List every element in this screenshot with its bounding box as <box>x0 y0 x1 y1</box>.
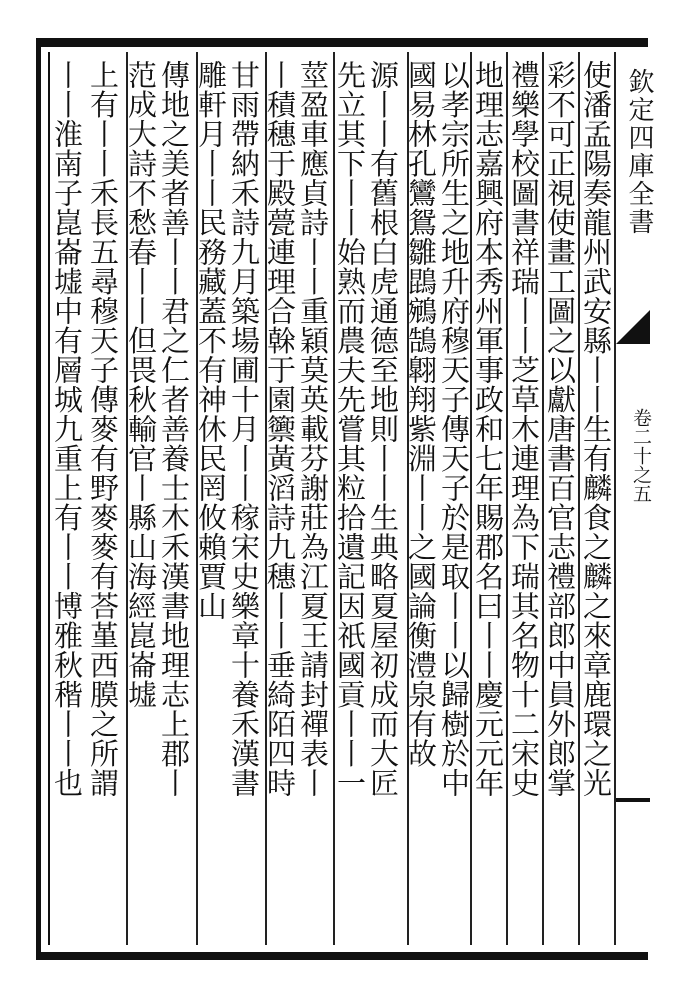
fish-tail-mark-top <box>616 310 650 344</box>
text-column: 禮樂學校圖書祥瑞丨丨芝草木連理為下瑞其名物十二宋史 <box>507 60 541 798</box>
text-column: 丨積穗于殿甍連理合榦于園籞黃滔詩九穗丨丨垂綺陌四時 <box>263 60 297 798</box>
text-column: 莖盈車應貞詩丨丨重穎莫英載芬謝莊為江夏王請封禪表丨 <box>296 60 330 798</box>
text-column: 甘雨帶納禾詩九月築場圃十月丨丨稼宋史樂章十養禾漢書 <box>227 60 261 798</box>
fish-tail-mark-bottom <box>616 798 650 802</box>
text-column: 雕軒月丨丨民務藏蓋不有神休民罔攸賴賈山 <box>194 60 228 621</box>
text-column: 使潘孟陽奏龍州武安縣丨丨生有麟食之麟之來章鹿環之光 <box>579 60 613 798</box>
page-frame-top <box>36 38 648 47</box>
text-column: 源丨丨有舊根白虎通德至地則丨丨生典略夏屋初成而大匠 <box>366 60 400 798</box>
text-column: 傳地之美者善丨丨君之仁者善養士木禾漢書地理志上郡丨 <box>157 60 191 798</box>
text-column: 以孝宗所生之地升府穆天子傳天子於是取丨丨以歸樹於中 <box>437 60 471 798</box>
text-column: 范成大詩不愁春丨丨但畏秋輸官丨縣山海經崑崙墟 <box>124 60 158 709</box>
page-frame-bottom <box>36 952 648 960</box>
book-title: 欽定四庫全書 <box>624 68 654 236</box>
page-frame-left <box>36 38 41 960</box>
text-column: 國易林孔鸞鴛雛鵾鵷鵠翺翔紫淵丨丨之國論衡澧泉有故 <box>404 60 438 768</box>
text-column: 丨丨淮南子崑崙墟中有層城九重上有丨丨博雅秋稭丨丨也 <box>50 60 84 798</box>
volume-number: 卷二十之五 <box>630 408 652 503</box>
text-column: 彩不可正視使畫工圖之以獻唐書百官志禮部郎中員外郎掌 <box>543 60 577 798</box>
text-column: 上有丨丨禾長五尋穆天子傳麥有野麥麥有荅堇西膜之所謂 <box>86 60 120 798</box>
text-column: 先立其下丨丨始熟而農夫先嘗其粒拾遺記因祇國貢丨丨一 <box>333 60 367 798</box>
text-column: 地理志嘉興府本秀州軍事政和七年賜郡名曰丨丨慶元元年 <box>471 60 505 798</box>
